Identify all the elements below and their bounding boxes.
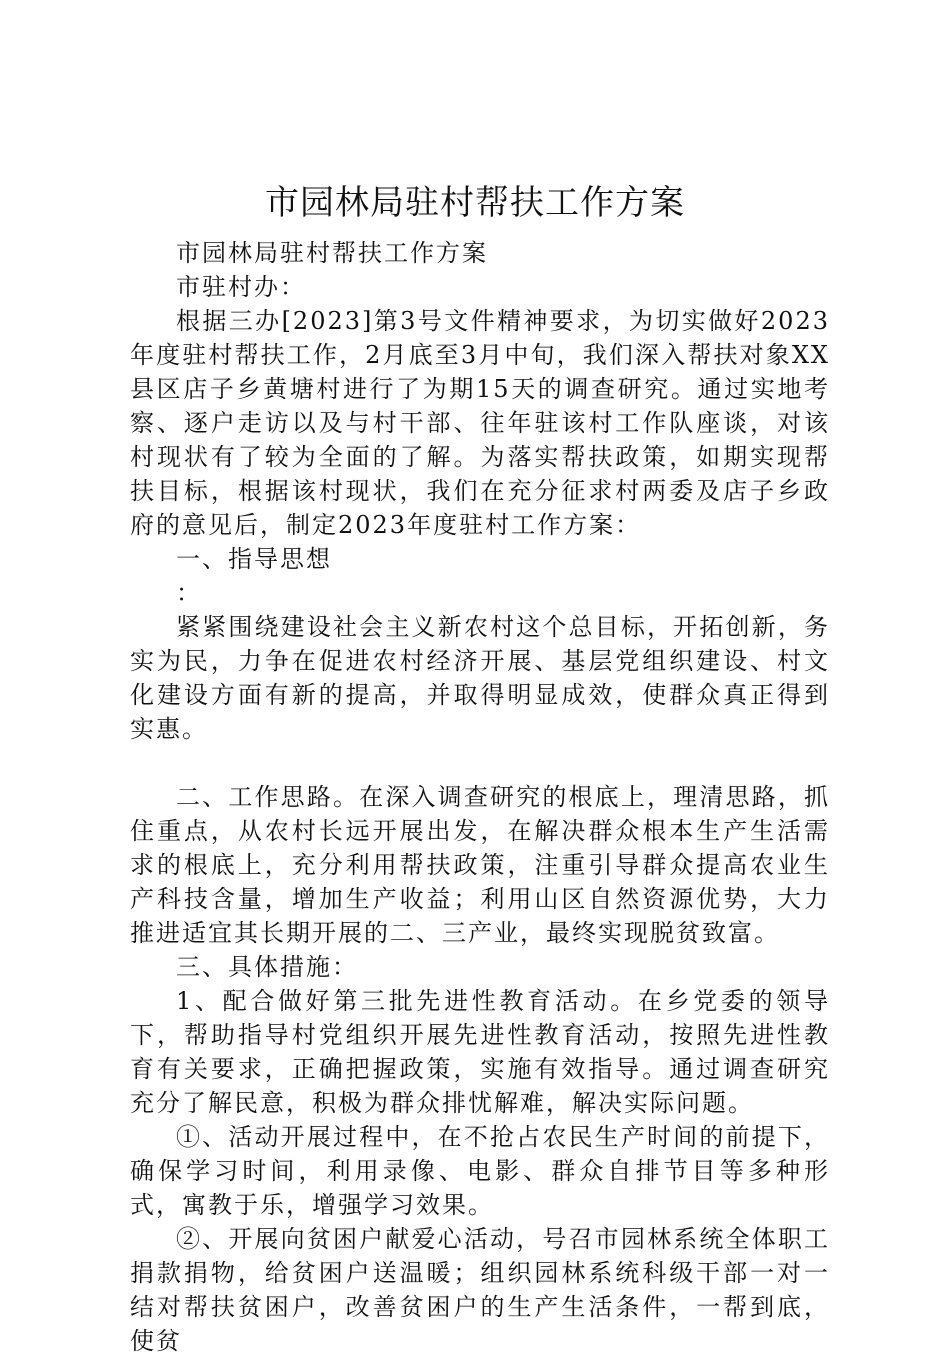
colon-line: ： [176, 579, 202, 607]
paragraph-gap [130, 746, 830, 780]
document-body [130, 236, 830, 1358]
work-approach-paragraph: 二、工作思路。在深入调查研究的根底上，理清思路，抓住重点，从农村长远开展出发，在解决群众根本生产生活需求的根底上，充分利用帮扶政策，注重引导群众提高农业生产科技含量，增加生产收益；利用山区自然资源优势，大力推进适宜其长期开展的二、三产业，最终实现脱贫致富。 [130, 783, 830, 947]
subtitle-line: 市园林局驻村帮扶工作方案 [176, 239, 488, 267]
guiding-thought-paragraph: 紧紧围绕建设社会主义新农村这个总目标，开拓创新，务实为民，力争在促进农村经济开展、基层党组织建设、村文化建设方面有新的提高，并取得明显成效，使群众真正得到实惠。 [130, 613, 830, 743]
section-heading-measures: 三、具体措施： [176, 953, 358, 981]
measure-1-item-1: ①、活动开展过程中，在不抢占农民生产时间的前提下，确保学习时间，利用录像、电影、群众自排节目等多种形式，寓教于乐，增强学习效果。 [130, 1123, 830, 1219]
document-title: 市园林局驻村帮扶工作方案 [265, 183, 685, 223]
intro-paragraph: 根据三办[2023]第3号文件精神要求，为切实做好2023年度驻村帮扶工作，2月底至3月中旬，我们深入帮扶对象XX县区店子乡黄塘村进行了为期15天的调查研究。通过实地考察、逐户走访以及与村干部、往年驻该村工作队座谈，对该村现状有了较为全面的了解。为落实帮扶政策，如期实现帮扶目标，根据该村现状，我们在充分征求村两委及店子乡政府的意见后，制定2023年度驻村工作方案： [130, 307, 830, 539]
measure-1-paragraph: 1、配合做好第三批先进性教育活动。在乡党委的领导下，帮助指导村党组织开展先进性教育活动，按照先进性教育有关要求，正确把握政策，实施有效指导。通过调查研究充分了解民意，积极为群众排忧解难，解决实际问题。 [130, 987, 830, 1117]
section-heading-guiding-thought: 一、指导思想 [176, 545, 332, 573]
measure-1-item-2: ②、开展向贫困户献爱心活动，号召市园林系统全体职工捐款捐物，给贫困户送温暖；组织园林系统科级干部一对一结对帮扶贫困户，改善贫困户的生产生活条件，一帮到底，使贫 [130, 1225, 830, 1355]
addressee-line: 市驻村办： [176, 273, 306, 301]
